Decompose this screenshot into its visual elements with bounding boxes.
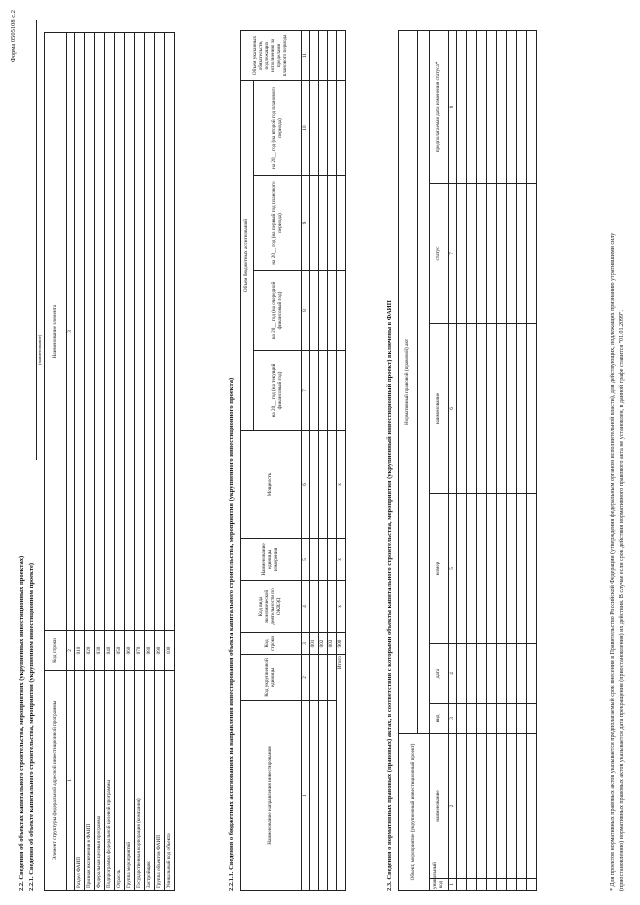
table-cell[interactable] — [517, 323, 527, 493]
table-cell[interactable] — [517, 733, 527, 878]
table-cell[interactable] — [487, 879, 497, 891]
table-cell[interactable] — [517, 493, 527, 643]
table-cell[interactable] — [319, 351, 328, 431]
table-cell[interactable] — [457, 323, 467, 493]
table-cell[interactable] — [310, 271, 319, 351]
col-header-capacity: Мощность — [241, 431, 302, 539]
table-cell[interactable] — [319, 271, 328, 351]
table-cell[interactable] — [328, 176, 337, 271]
col-header-kind: вид — [430, 703, 449, 733]
col-number: 4 — [449, 643, 457, 703]
col-header-number: номер — [430, 493, 449, 643]
fill-hint: (наименование) — [37, 334, 42, 365]
table-cell-value[interactable] — [135, 33, 145, 631]
col-number: 2 — [67, 631, 75, 671]
total-x: x — [337, 581, 346, 633]
table-row-code: 080 — [145, 631, 155, 671]
table-row-code: 050 — [115, 631, 125, 671]
table-row-label: Застройщик — [145, 671, 155, 891]
table-row-label: Группа объектов ФАИП — [155, 671, 165, 891]
col-number: 3 — [67, 33, 75, 631]
table-cell[interactable] — [517, 30, 527, 183]
col-header-volume-unused: Объем указанных обязательств, подлежащих исполнению за пределами планового периода — [241, 30, 302, 80]
table-cell[interactable] — [319, 30, 328, 80]
col-header-year-plan2: на 20__ год (на второй год планового периода) — [254, 80, 302, 175]
table-cell[interactable] — [487, 493, 497, 643]
table-cell-value[interactable] — [165, 33, 175, 631]
table-cell[interactable] — [310, 431, 319, 539]
col-header-row-code: Код строки — [241, 633, 302, 655]
table-row-code: 070 — [135, 631, 145, 671]
table-cell[interactable] — [507, 323, 517, 493]
total-x: x — [337, 431, 346, 539]
col-number: 7 — [302, 351, 310, 431]
table-cell[interactable] — [487, 703, 497, 733]
table-cell[interactable] — [457, 643, 467, 703]
table-cell[interactable] — [310, 176, 319, 271]
table-row-label: Уникальный код объекта — [165, 671, 175, 891]
table-cell[interactable] — [477, 30, 487, 183]
section-2-2-1-title: 2.2.1. Сведения об объекте капитального строительства, мероприятии (укрупненном инвестиционном проекте) — [28, 562, 35, 891]
table-cell[interactable] — [527, 643, 537, 703]
table-cell[interactable] — [507, 183, 517, 323]
footnote-line-2: (приостановлению) нормативных правовых актов указывается дата прекращения (приостановления) их действия. В случае если срок действия нормативного правового акта не установлен, в данной графе ставится "01.01.2099". — [619, 310, 625, 891]
table-row-label: Подпрограмма федеральной целевой программы — [105, 671, 115, 891]
total-code: 900 — [337, 633, 346, 655]
col-header-element: Элемент структуры федеральной адресной инвестиционной программы — [45, 671, 67, 891]
table-cell[interactable] — [527, 703, 537, 733]
col-number: 1 — [67, 671, 75, 891]
legal-acts-table — [398, 30, 537, 891]
table-cell[interactable] — [319, 539, 328, 581]
col-number: 8 — [449, 30, 457, 183]
table-cell-value[interactable] — [125, 33, 135, 631]
table-cell[interactable] — [477, 493, 487, 643]
table-cell[interactable] — [467, 643, 477, 703]
table-cell[interactable] — [497, 879, 507, 891]
table-cell-value[interactable] — [115, 33, 125, 631]
table-cell[interactable] — [328, 539, 337, 581]
table-cell[interactable] — [497, 30, 507, 183]
table-row-label: Отрасль — [115, 671, 125, 891]
col-header-legal-act: Нормативный правовой (правовой) акт — [399, 30, 418, 733]
total-label: Итого — [337, 655, 346, 891]
table-cell-value[interactable] — [75, 33, 85, 631]
row-code: 003 — [328, 633, 337, 655]
col-header-act-name: наименование — [430, 323, 449, 493]
table-cell[interactable] — [477, 879, 487, 891]
table-cell-value[interactable] — [105, 33, 115, 631]
table-row-code: 090 — [155, 631, 165, 671]
table-cell[interactable] — [467, 733, 477, 878]
table-cell[interactable] — [487, 733, 497, 878]
table-cell[interactable] — [310, 80, 319, 175]
footnote-line-1: * Для проектов нормативных правовых актов указывается предполагаемый срок внесения в Правительство Российской Федерации (утверждения федеральным органом исполнительной власти), для действующих, подлежащих признанию утратившими силу — [610, 232, 616, 891]
col-number: 11 — [302, 30, 310, 80]
section-2-3-title: 2.3. Сведения о нормативных правовых (правовых) актах, в соответствии с которыми объекты капитального строительства, мероприятия (укрупненный инвестиционный проект) включены в ФАИП — [386, 300, 393, 891]
table-cell[interactable] — [319, 176, 328, 271]
col-number: 5 — [449, 493, 457, 643]
table-cell[interactable] — [517, 879, 527, 891]
col-header-direction: Наименование направления инвестирования — [241, 701, 302, 891]
section-2-2-1-1-title: 2.2.1.1. Сведения о бюджетных ассигнованиях на направления инвестирования объекта капитального строительства, мероприятия (укрупненного инвестиционного проекта) — [228, 377, 235, 891]
table-cell[interactable] — [328, 271, 337, 351]
table-cell[interactable] — [328, 80, 337, 175]
row-code: 002 — [319, 633, 328, 655]
table-cell[interactable] — [310, 581, 319, 633]
table-cell[interactable] — [497, 183, 507, 323]
col-number: 9 — [302, 176, 310, 271]
table-cell[interactable] — [337, 176, 346, 271]
table-cell[interactable] — [527, 493, 537, 643]
col-number: 4 — [302, 581, 310, 633]
col-header-date: дата — [430, 643, 449, 703]
table-cell[interactable] — [497, 703, 507, 733]
table-cell[interactable] — [457, 733, 467, 878]
col-header-year-current: на 20__ год (на текущий финансовый год) — [254, 351, 302, 431]
table-row-label: Государственная корпорация (компания) — [135, 671, 145, 891]
table-cell[interactable] — [527, 183, 537, 323]
table-cell-value[interactable] — [145, 33, 155, 631]
table-cell[interactable] — [457, 879, 467, 891]
table-cell[interactable] — [328, 351, 337, 431]
table-cell[interactable] — [477, 323, 487, 493]
col-header-volume: Объем бюджетных ассигнований — [241, 80, 254, 430]
table-cell[interactable] — [527, 30, 537, 183]
col-number: 6 — [449, 323, 457, 493]
col-number: 6 — [302, 431, 310, 539]
col-header-status: статус — [430, 183, 449, 323]
table-cell[interactable] — [497, 323, 507, 493]
table-cell[interactable] — [527, 879, 537, 891]
table-cell[interactable] — [467, 323, 477, 493]
table-cell[interactable] — [310, 30, 319, 80]
table-cell[interactable] — [507, 643, 517, 703]
table-cell[interactable] — [477, 183, 487, 323]
col-number: 2 — [449, 733, 457, 878]
row-code: 001 — [310, 633, 319, 655]
table-row-code: 060 — [125, 631, 135, 671]
table-cell[interactable] — [507, 703, 517, 733]
table-cell[interactable] — [337, 351, 346, 431]
table-cell[interactable] — [310, 539, 319, 581]
table-cell[interactable] — [477, 703, 487, 733]
col-number: 1 — [302, 701, 310, 891]
table-cell[interactable] — [467, 183, 477, 323]
col-header-status-date: предполагаемая дата изменения статуса* — [430, 30, 449, 183]
table-cell[interactable] — [507, 493, 517, 643]
table-cell[interactable] — [319, 581, 328, 633]
table-cell[interactable] — [467, 30, 477, 183]
table-row-code: 040 — [105, 631, 115, 671]
table-cell[interactable] — [497, 643, 507, 703]
table-cell[interactable] — [507, 733, 517, 878]
table-row-label: Раздел ФАИП — [75, 671, 85, 891]
table-row-label: Признак включения в ФАИП — [85, 671, 95, 891]
table-cell[interactable] — [507, 30, 517, 183]
table-cell[interactable] — [517, 703, 527, 733]
table-cell[interactable] — [467, 879, 477, 891]
total-x: x — [337, 539, 346, 581]
table-cell[interactable] — [319, 431, 328, 539]
col-header-year-plan1: на 20__ год (на первый год планового периода) — [254, 176, 302, 271]
table-cell[interactable] — [517, 183, 527, 323]
table-cell[interactable] — [328, 581, 337, 633]
table-cell[interactable] — [328, 30, 337, 80]
table-row-label: Группа мероприятий — [125, 671, 135, 891]
table-cell[interactable] — [337, 30, 346, 80]
section-2-2-title: 2.2. Сведения об объектах капитального строительства, мероприятиях (укрупненных инвестиционных проектах) — [18, 555, 25, 891]
table-row-label: Федеральная целевая программа — [95, 671, 105, 891]
table-cell[interactable] — [497, 733, 507, 878]
table-cell[interactable] — [467, 493, 477, 643]
table-cell[interactable] — [328, 431, 337, 539]
table-cell[interactable] — [487, 183, 497, 323]
fill-line — [36, 20, 37, 460]
table-cell[interactable] — [527, 323, 537, 493]
table-cell[interactable] — [457, 493, 467, 643]
budget-investments-table — [240, 30, 346, 891]
table-cell[interactable] — [467, 703, 477, 733]
col-header-unique-code: уникальный код — [430, 879, 449, 891]
table-cell[interactable] — [507, 879, 517, 891]
col-header-object: Объект, мероприятие (укрупненный инвестиционный проект) — [399, 733, 430, 890]
col-number: 7 — [449, 183, 457, 323]
col-header-object-name: наименование — [430, 733, 449, 878]
form-code: Форма 0505108 с.2 — [10, 10, 17, 63]
table-row-code: 030 — [95, 631, 105, 671]
col-header-year-next: на 20__ год (на очередной финансовый год) — [254, 271, 302, 351]
objects-table — [44, 32, 175, 891]
table-row-code: 100 — [165, 631, 175, 671]
table-cell-value[interactable] — [95, 33, 105, 631]
table-cell[interactable] — [457, 30, 467, 183]
table-cell[interactable] — [337, 271, 346, 351]
col-number: 10 — [302, 80, 310, 175]
col-number: 3 — [302, 633, 310, 655]
col-number: 2 — [302, 655, 310, 701]
col-header-name: Наименование элемента — [45, 33, 67, 631]
table-cell[interactable] — [337, 80, 346, 175]
table-cell[interactable] — [457, 183, 467, 323]
col-header-unit-code: Код укрупненной единицы — [241, 655, 302, 701]
table-cell[interactable] — [487, 30, 497, 183]
table-cell-value[interactable] — [155, 33, 165, 631]
table-row-code: 020 — [85, 631, 95, 671]
table-cell[interactable] — [310, 351, 319, 431]
table-cell[interactable] — [517, 643, 527, 703]
table-cell[interactable] — [487, 643, 497, 703]
table-cell[interactable] — [457, 703, 467, 733]
col-header-okei-code: Код вида экономической деятельности по ОКВЭД — [241, 581, 302, 633]
col-number: 1 — [449, 879, 457, 891]
col-number: 3 — [449, 703, 457, 733]
table-cell[interactable] — [527, 733, 537, 878]
table-cell[interactable] — [487, 323, 497, 493]
table-cell-value[interactable] — [85, 33, 95, 631]
col-header-code: Код строки — [45, 631, 67, 671]
col-number: 5 — [302, 539, 310, 581]
table-cell[interactable] — [319, 80, 328, 175]
table-cell[interactable] — [477, 733, 487, 878]
col-header-unit-name: Наименование единицы измерения — [241, 539, 302, 581]
table-row-code: 010 — [75, 631, 85, 671]
table-cell[interactable] — [477, 643, 487, 703]
col-number: 8 — [302, 271, 310, 351]
table-cell[interactable] — [497, 493, 507, 643]
